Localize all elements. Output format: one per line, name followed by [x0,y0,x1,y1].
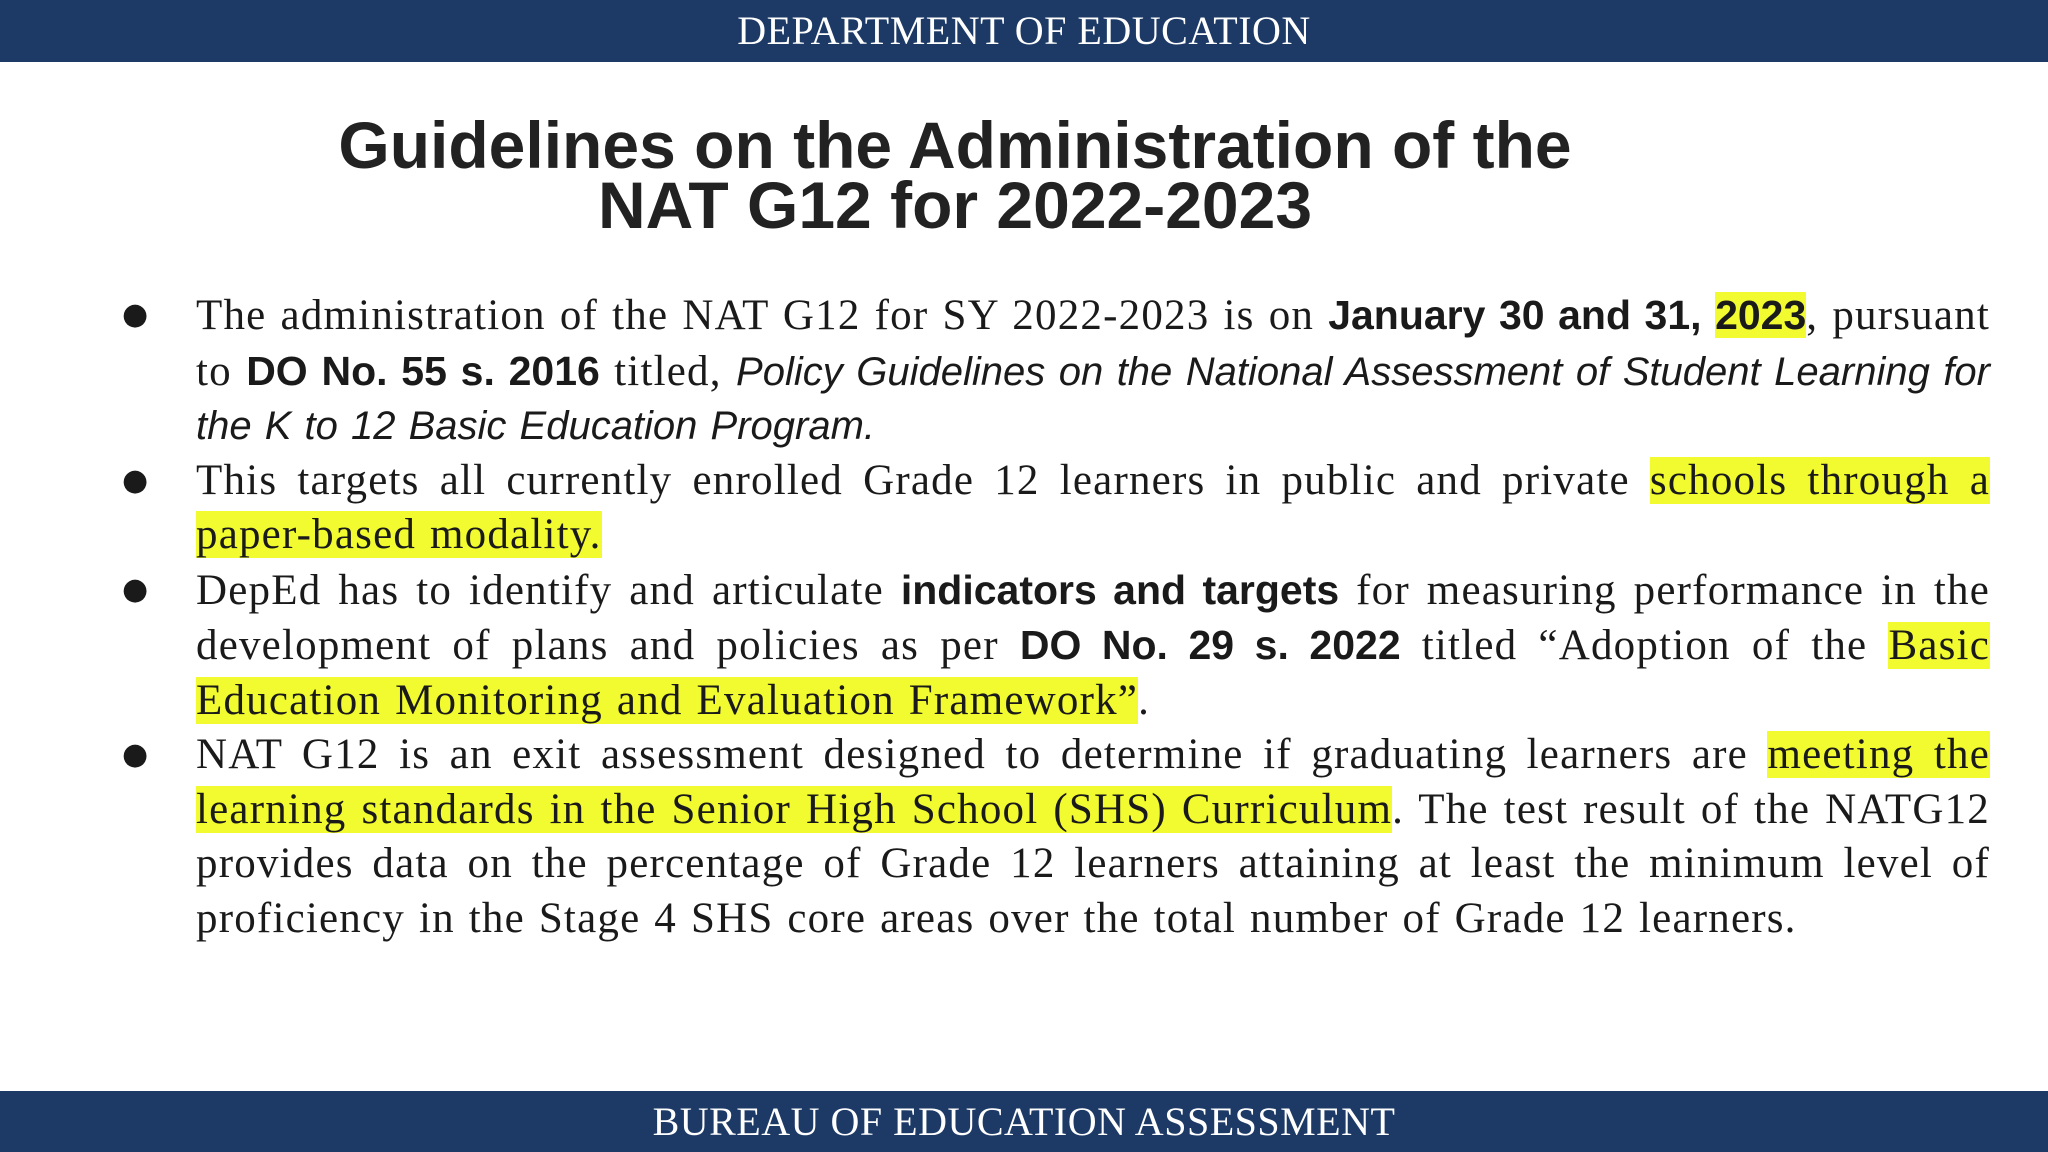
bullet-text: for measuring performance in the development of plans and policies as per [196,566,1990,669]
bullet-dot: ● [122,297,150,332]
bullet-text: , pursuant to [196,292,1991,395]
bullet-text: NAT G12 is an exit assessment designed to determine if graduating learners are [196,731,1768,778]
bullet-item-schedule [112,288,1990,454]
standards-highlight: meeting the learning standards in the Senior High School (SHS) Curriculum [196,731,1990,833]
bullet-item-exit-assessment [112,728,1990,946]
do-reference: DO No. 29 s. 2022 [1019,622,1401,668]
bullet-dot: ● [122,737,150,772]
header-text: DEPARTMENT OF EDUCATION [737,8,1311,53]
bullet-text: titled, [599,347,737,395]
exam-dates: January 30 and 31, [1328,292,1716,338]
footer-band [0,1091,2048,1152]
policy-title: Policy Guidelines on the National Assessment of Student Learning for the K to 12 Basic Education Program. [196,349,1990,448]
header-band [0,0,2048,62]
bullet-item-indicators [112,563,1990,729]
bullet-text: DepEd has to identify and articulate [196,566,901,614]
framework-highlight: Basic Education Monitoring and Evaluation Framework” [196,622,1990,724]
bullet-text: . The test result of the NATG12 provides data on the percentage of Grade 12 learners attaining at least the minimum level of proficiency in the Stage 4 SHS core areas over the total number of Grade 12 learners. [196,785,1991,942]
bullet-item-targets [112,454,1990,563]
slide-title [0,108,1910,242]
bullet-list [112,288,1990,946]
modality-highlight: schools through a paper-based modality. [196,456,1990,558]
bullet-dot: ● [122,571,150,607]
exam-year-highlight: 2023 [1715,292,1807,338]
indicators-phrase: indicators and targets [900,566,1340,613]
do-reference: DO No. 55 s. 2016 [246,347,600,394]
title-line-1: Guidelines on the Administration of the [338,108,1572,182]
bullet-text: This targets all currently enrolled Grade 12 learners in public and private [196,456,1650,504]
footer-text: BUREAU OF EDUCATION ASSESSMENT [652,1099,1396,1144]
bullet-text: The administration of the NAT G12 for SY 2022-2023 is on [196,292,1329,339]
bullet-text: titled “Adoption of the [1400,622,1889,669]
bullet-dot: ● [122,462,150,498]
bullet-text: . [1138,676,1151,724]
title-line-2: NAT G12 for 2022-2023 [597,168,1313,242]
